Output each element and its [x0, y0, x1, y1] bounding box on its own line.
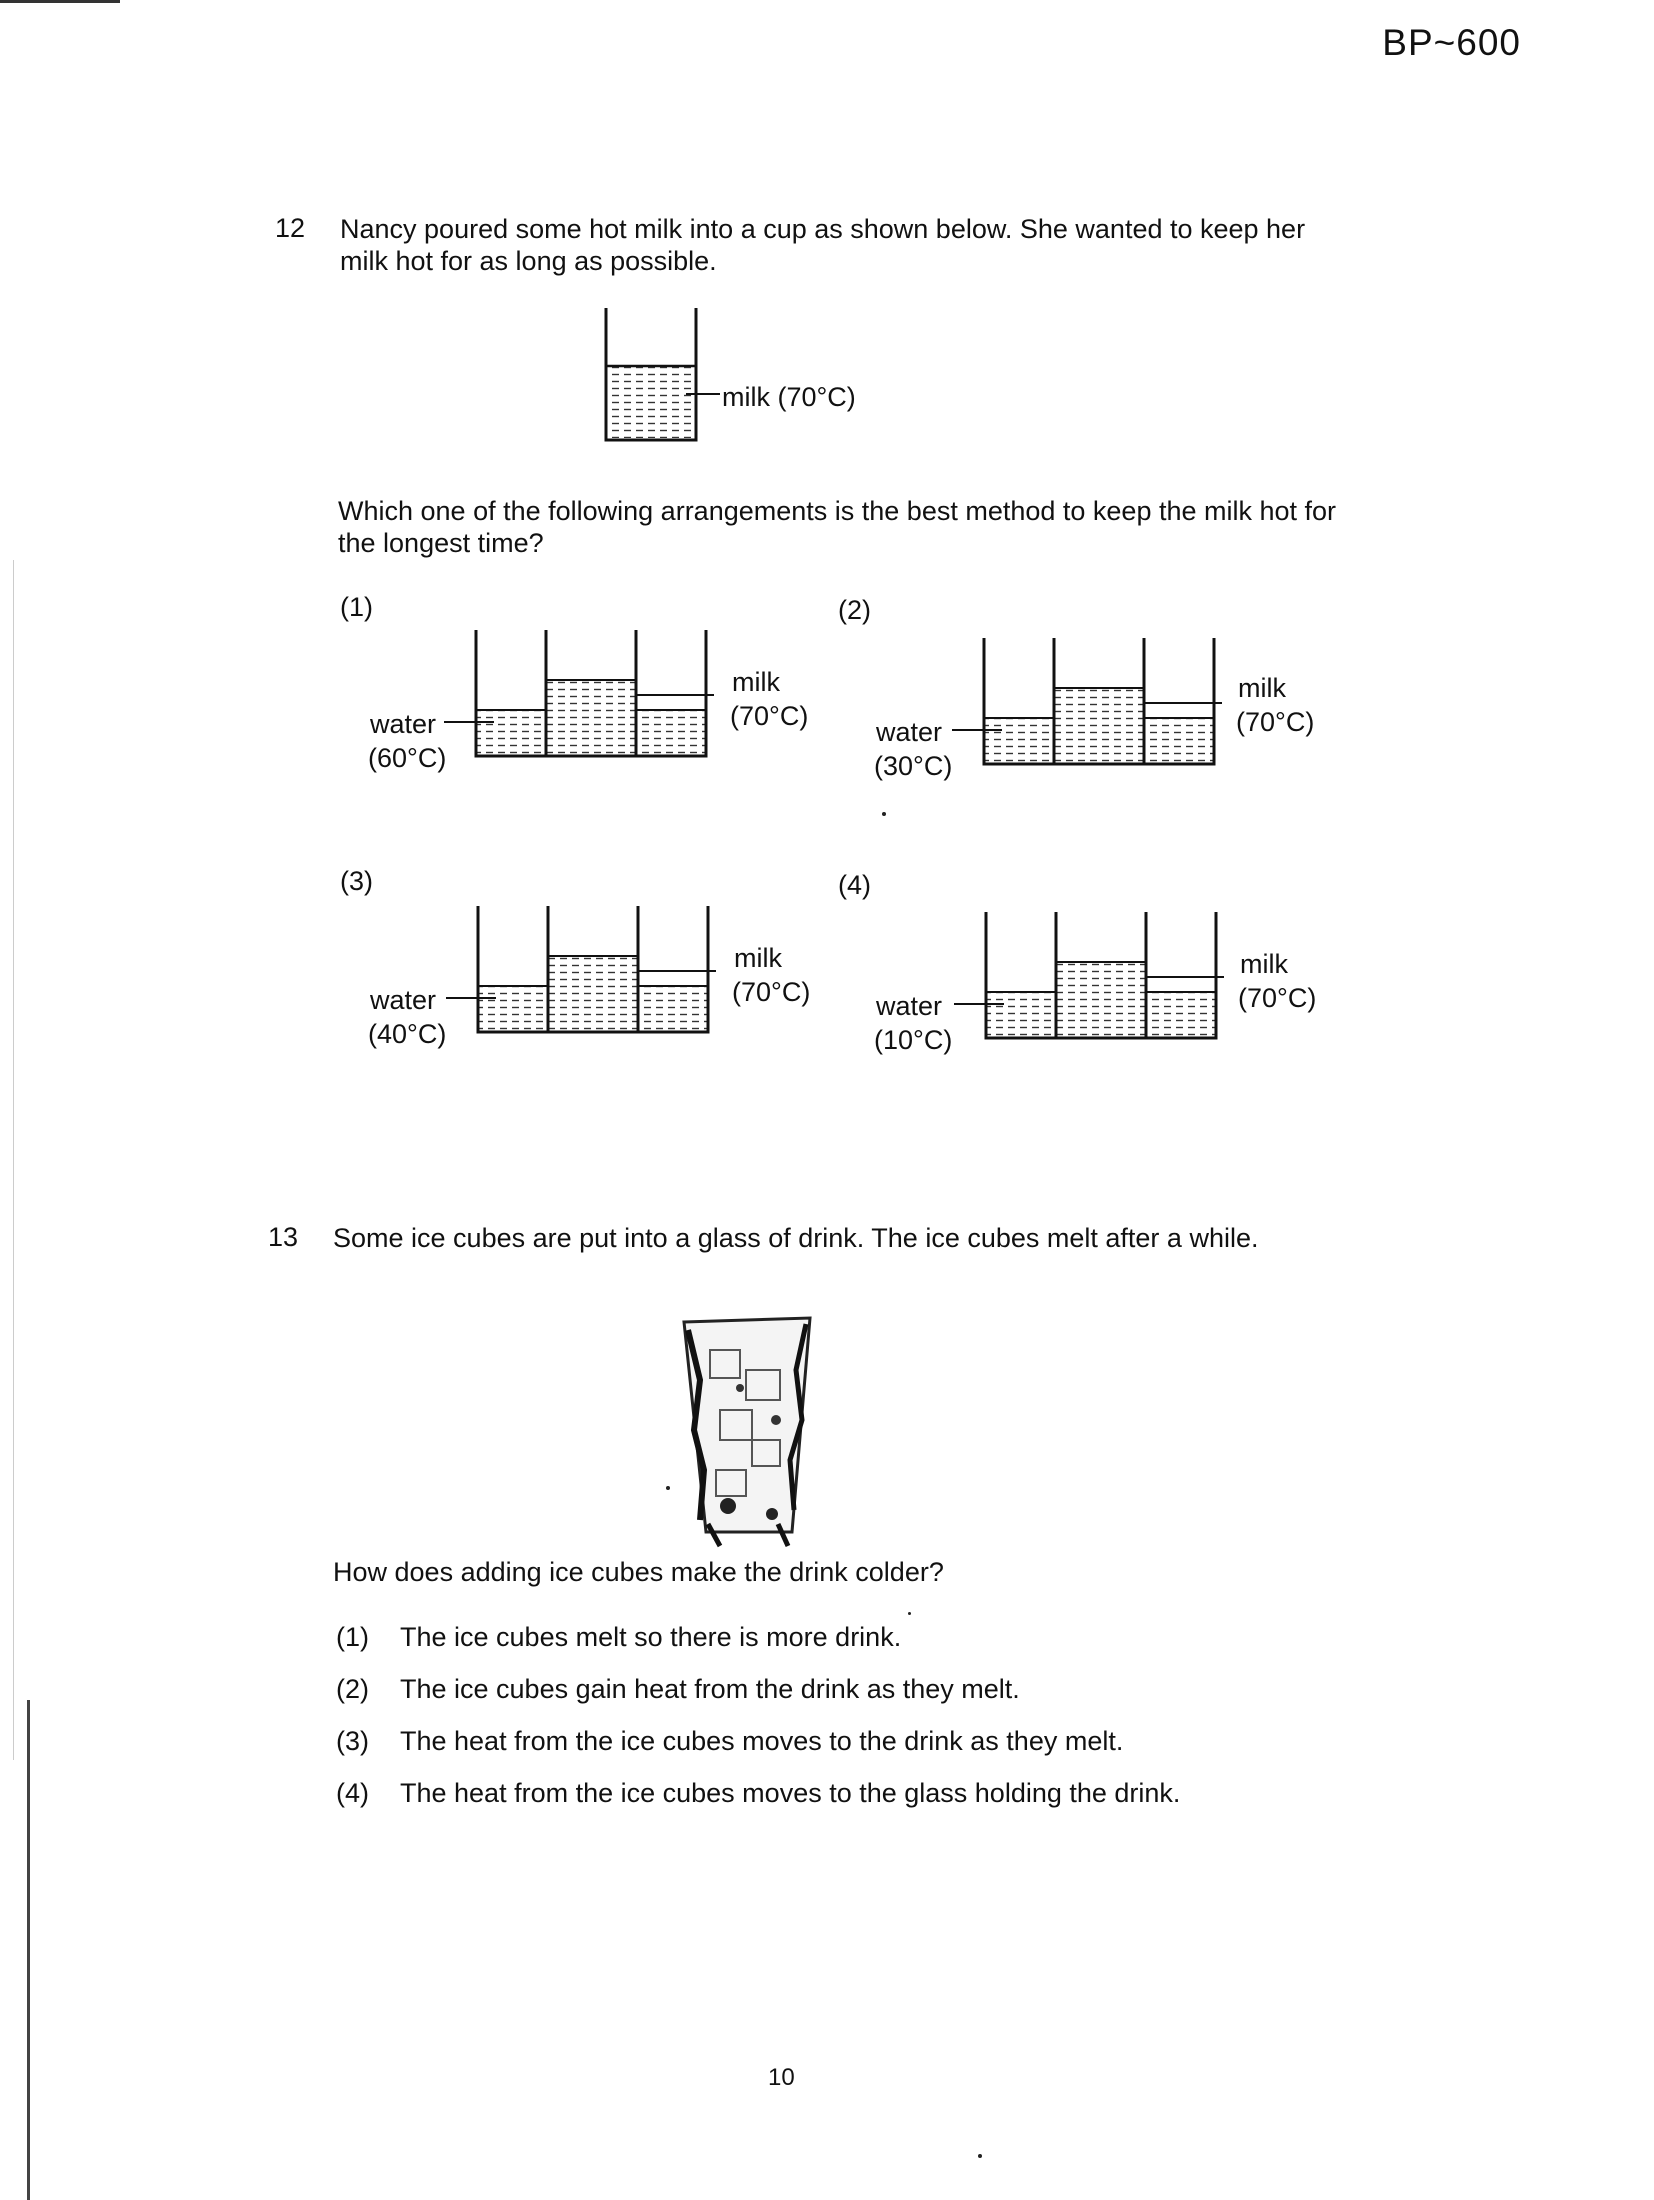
glass-of-ice-image	[680, 1310, 820, 1550]
choice-3-text: The heat from the ice cubes moves to the drink as they melt.	[400, 1726, 1124, 1756]
option-1-diagram	[474, 630, 714, 760]
option-1-milk-temp: (70°C)	[730, 701, 809, 731]
option-2-water-temp: (30°C)	[874, 751, 953, 781]
answer-choice-2	[336, 1674, 1020, 1705]
question-13-number: 13	[268, 1222, 299, 1252]
option-4-milk: milk	[1240, 949, 1288, 979]
scan-edge-faint	[13, 560, 14, 1760]
answer-choice-3	[336, 1726, 1123, 1757]
choice-2-number: (2)	[336, 1674, 369, 1704]
question-13-text: Some ice cubes are put into a glass of drink. The ice cubes melt after a while.	[333, 1223, 1259, 1253]
option-4-diagram	[984, 912, 1224, 1042]
scan-edge-left	[27, 1700, 30, 2200]
milk-cup-diagram	[600, 308, 700, 448]
option-1-water-temp: (60°C)	[368, 743, 447, 773]
option-4-water: water	[876, 991, 943, 1021]
option-4-label: (4)	[838, 870, 871, 900]
choice-1-text: The ice cubes melt so there is more drink.	[400, 1622, 902, 1652]
option-2-water: water	[876, 717, 943, 747]
choice-1-number: (1)	[336, 1622, 369, 1652]
option-3-milk: milk	[734, 943, 782, 973]
option-2-milk: milk	[1238, 673, 1286, 703]
paper-code: BP~600	[1382, 22, 1521, 63]
milk-cup-label: milk (70°C)	[722, 382, 856, 412]
page-number: 10	[768, 2064, 795, 2091]
answer-choice-4	[336, 1778, 1180, 1809]
option-1-milk: milk	[732, 667, 780, 697]
option-3-milk-temp: (70°C)	[732, 977, 811, 1007]
option-2-label: (2)	[838, 595, 871, 625]
option-2-diagram	[982, 638, 1222, 768]
question-12-number: 12	[275, 213, 306, 243]
choice-4-text: The heat from the ice cubes moves to the glass holding the drink.	[400, 1778, 1181, 1808]
choice-2-text: The ice cubes gain heat from the drink as they melt.	[400, 1674, 1020, 1704]
question-12-text: Nancy poured some hot milk into a cup as shown below. She wanted to keep her milk hot for as long as possible.	[340, 214, 1306, 276]
choice-4-number: (4)	[336, 1778, 369, 1808]
scan-speck	[908, 1612, 911, 1615]
option-1-label: (1)	[340, 592, 373, 622]
question-12-prompt: Which one of the following arrangements is the best method to keep the milk hot for the longest time?	[338, 496, 1337, 558]
option-3-water-temp: (40°C)	[368, 1019, 447, 1049]
option-2-milk-temp: (70°C)	[1236, 707, 1315, 737]
answer-choice-1	[336, 1622, 901, 1653]
scan-edge-top	[0, 0, 120, 3]
scan-speck	[978, 2154, 982, 2158]
option-3-label: (3)	[340, 866, 373, 896]
option-3-diagram	[476, 906, 716, 1036]
option-3-water: water	[370, 985, 437, 1015]
choice-3-number: (3)	[336, 1726, 369, 1756]
option-4-milk-temp: (70°C)	[1238, 983, 1317, 1013]
option-4-water-temp: (10°C)	[874, 1025, 953, 1055]
scan-speck	[882, 812, 886, 816]
option-1-water: water	[370, 709, 437, 739]
question-13-prompt: How does adding ice cubes make the drink colder?	[333, 1557, 944, 1587]
